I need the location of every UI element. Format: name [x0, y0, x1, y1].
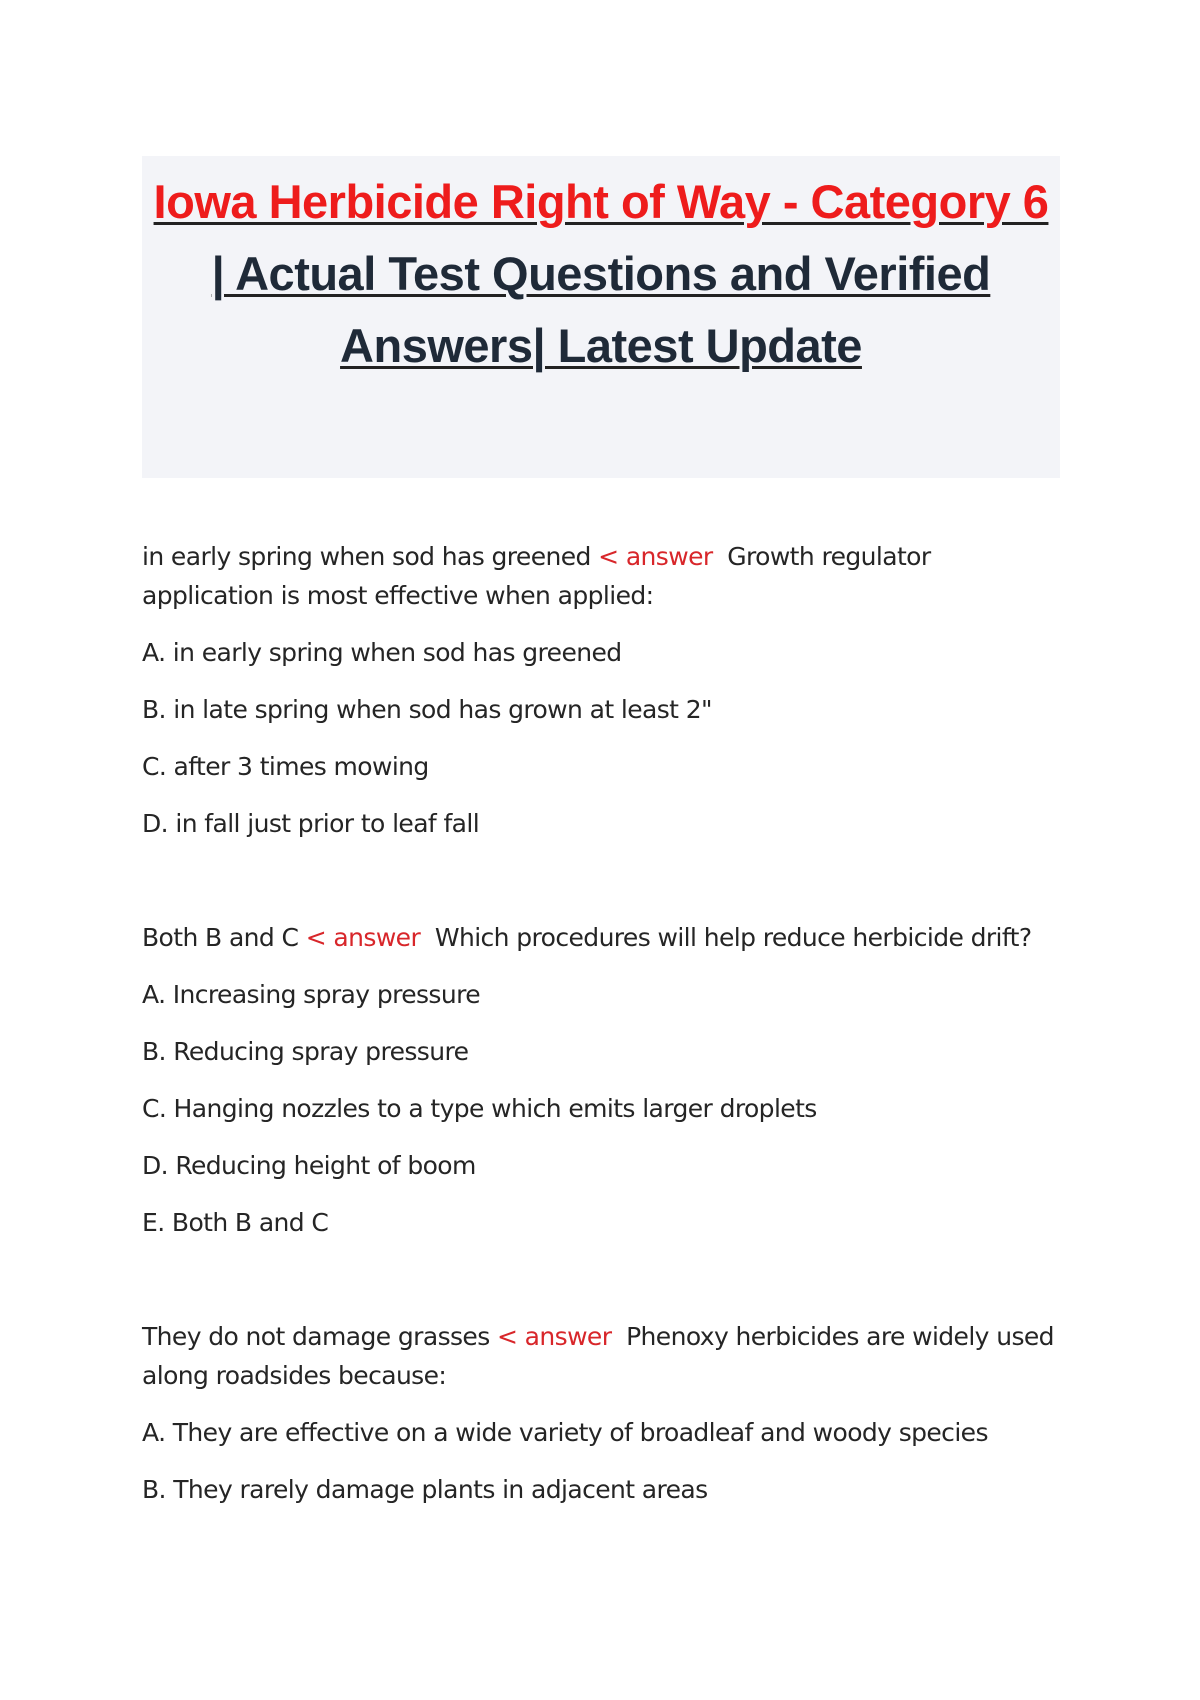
question-block-2 [142, 918, 1062, 1242]
option-item: C. after 3 times mowing [142, 752, 429, 781]
answer-text: in early spring when sod has greened [142, 542, 591, 571]
question-line [142, 918, 1062, 957]
question-block-3 [142, 1317, 1062, 1509]
answer-marker: < answer [496, 1322, 612, 1351]
option-item: A. in early spring when sod has greened [142, 638, 622, 667]
option-item: D. Reducing height of boom [142, 1151, 476, 1180]
answer-text: Both B and C [142, 923, 299, 952]
title-banner [142, 156, 1060, 478]
questions-list [142, 537, 1062, 1527]
question-text: Growth regulator application is most effective when applied: [142, 542, 931, 610]
answer-text: They do not damage grasses [142, 1322, 490, 1351]
question-text: Phenoxy herbicides are widely used along roadsides because: [142, 1322, 1054, 1390]
title-red-part: Iowa Herbicide Right of Way - Category 6 [153, 175, 1049, 228]
answer-marker: < answer [305, 923, 421, 952]
document-title [152, 166, 1050, 382]
option-item: B. in late spring when sod has grown at least 2" [142, 695, 712, 724]
question-line [142, 537, 1062, 615]
option-item: E. Both B and C [142, 1208, 329, 1237]
title-dark-part: | Actual Test Questions and Verified Answers| Latest Update [211, 247, 991, 372]
option-item: A. Increasing spray pressure [142, 980, 480, 1009]
option-item: B. They rarely damage plants in adjacent areas [142, 1475, 708, 1504]
option-item: B. Reducing spray pressure [142, 1037, 469, 1066]
question-block-1 [142, 537, 1062, 843]
answer-marker: < answer [598, 542, 713, 571]
option-item: C. Hanging nozzles to a type which emits larger droplets [142, 1094, 817, 1123]
option-item: A. They are effective on a wide variety of broadleaf and woody species [142, 1418, 988, 1447]
option-item: D. in fall just prior to leaf fall [142, 809, 480, 838]
question-line [142, 1317, 1062, 1395]
question-text: Which procedures will help reduce herbicide drift? [434, 923, 1032, 952]
